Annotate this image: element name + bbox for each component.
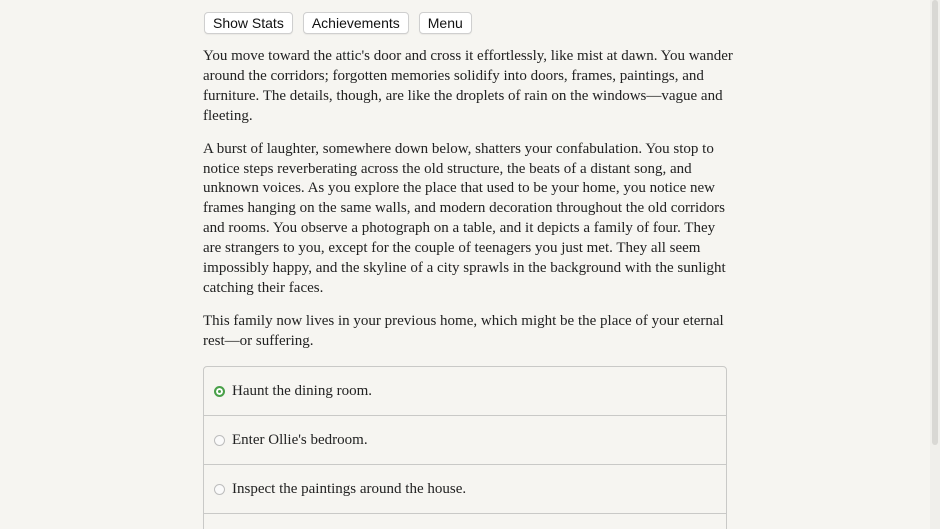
story-text [203,47,733,365]
choice-list [203,366,727,529]
toolbar [204,12,472,34]
story-paragraph: This family now lives in your previous home, which might be the place of your eternal rest—or suffering. [203,312,724,349]
story-paragraph: A burst of laughter, somewhere down below, shatters your confabulation. You stop to notice steps reverberating across the old structure, the beats of a distant song, and unknown voices. As you explore the place that used to be your home, you notice new frames hanging on the same walls, and modern decoration throughout the old corridors and rooms. You observe a photograph on a table, and it depicts a family of four. They are strangers to you, except for the couple of teenagers you just met. They all seem impossibly happy, and the skyline of a city sprawls in the background with the sunlight catching their faces. [203,140,726,296]
choice-haunt-dining-room[interactable] [204,367,726,416]
choice-label: Inspect the paintings around the house. [232,480,467,497]
achievements-button[interactable]: Achievements [303,12,409,34]
menu-button[interactable]: Menu [419,12,472,34]
choice-inspect-paintings[interactable] [204,465,726,514]
radio-selected-icon[interactable] [214,386,225,397]
story-paragraph: You move toward the attic's door and cross it effortlessly, like mist at dawn. You wander around the corridors; forgotten memories solidify into doors, frames, paintings, and furniture. The details, though, are like the droplets of rain on the windows—vague and fleeting. [203,48,733,124]
choice-label: Enter Ollie's bedroom. [232,431,368,448]
radio-empty-icon[interactable] [214,484,225,495]
show-stats-button[interactable]: Show Stats [204,12,293,34]
choice-partial[interactable] [204,514,726,529]
radio-empty-icon[interactable] [214,435,225,446]
choice-enter-ollies-bedroom[interactable] [204,416,726,465]
scrollbar-track[interactable] [930,0,940,529]
scrollbar-thumb[interactable] [932,0,938,445]
choice-label: Haunt the dining room. [232,382,372,399]
